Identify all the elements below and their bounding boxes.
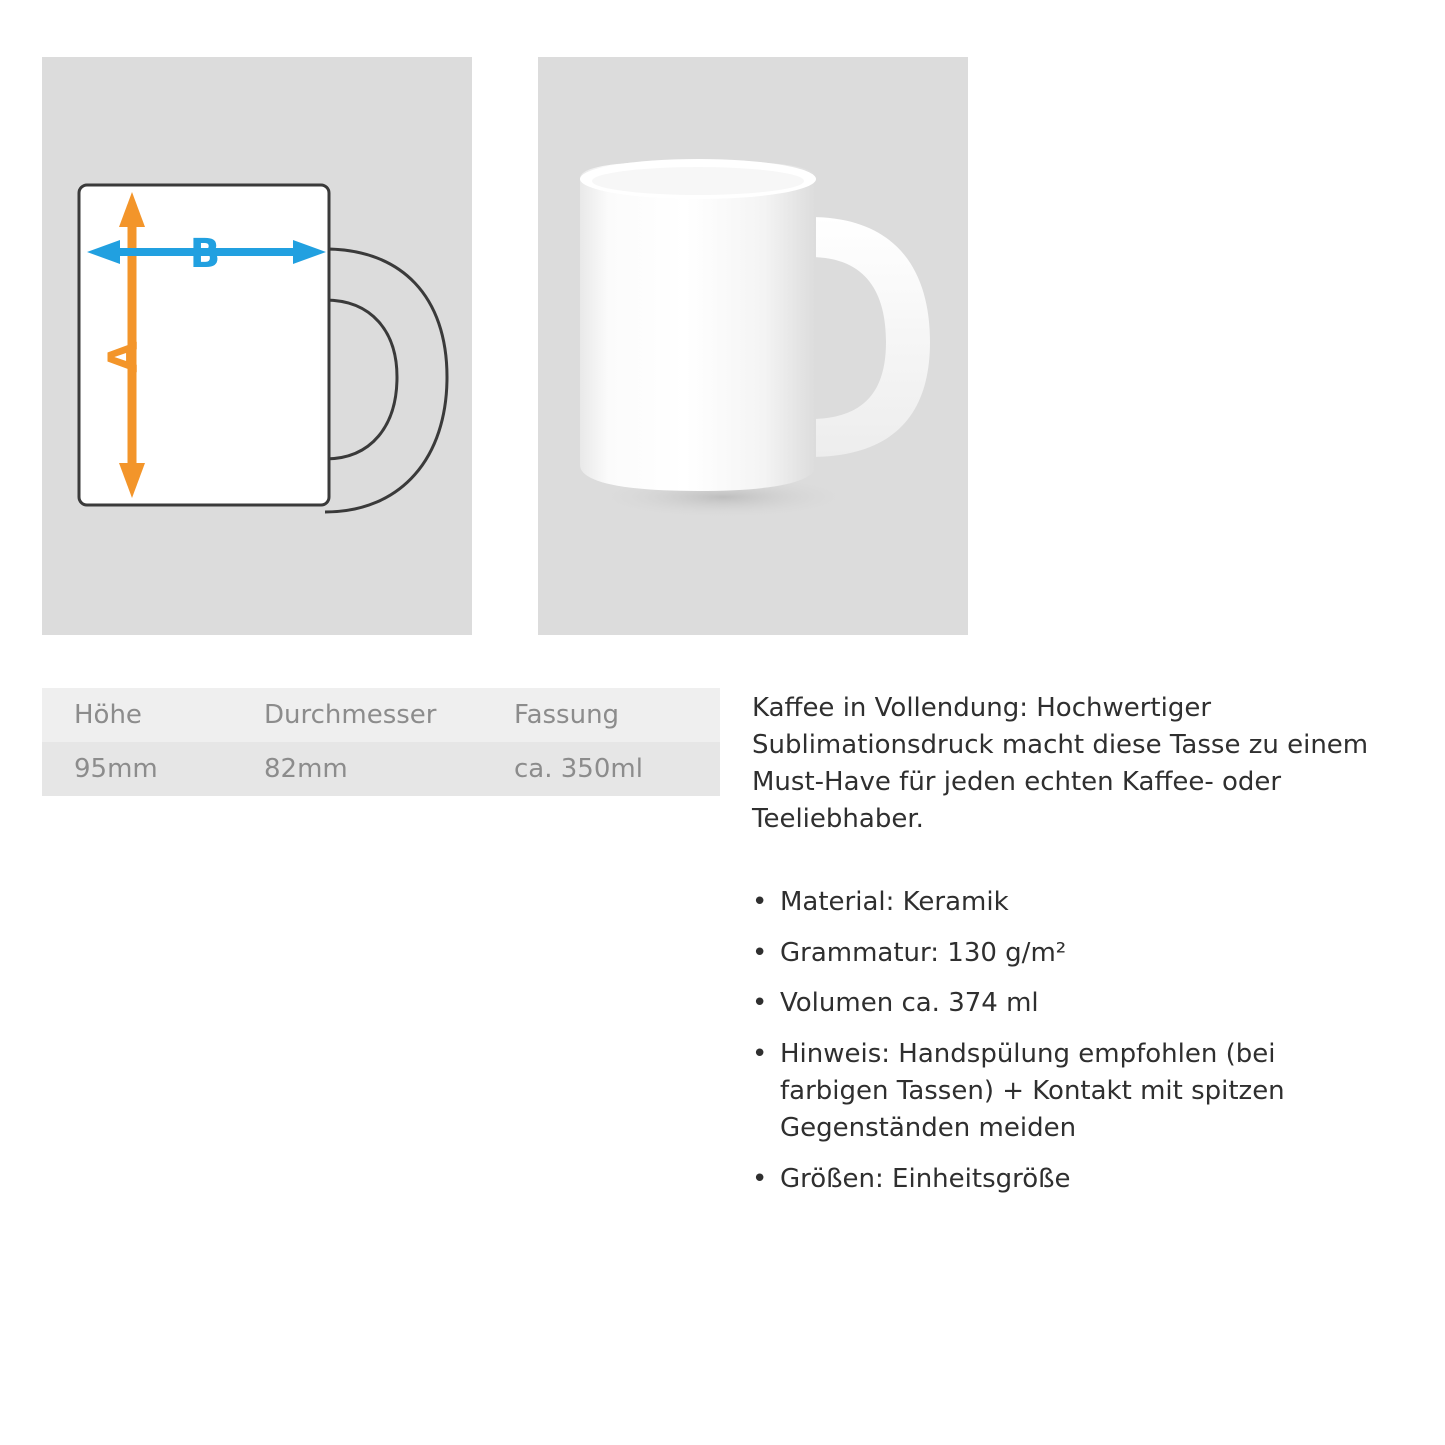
cell-height: 95mm <box>74 754 158 784</box>
mug-dimension-diagram <box>42 57 472 635</box>
dimension-label-a: A <box>101 341 147 373</box>
list-item <box>752 985 1392 1022</box>
feature-material: Material: Keramik <box>780 886 1009 917</box>
column-header-height: Höhe <box>74 700 142 730</box>
bullet-icon: • <box>752 1039 768 1070</box>
description-paragraph: Kaffee in Vollendung: Hochwertiger Sublimationsdruck macht diese Tasse zu einem Must-Have für jeden echten Kaffee- oder Teeliebhaber. <box>752 693 1369 834</box>
list-item <box>752 884 1392 921</box>
feature-care-note: Hinweis: Handspülung empfohlen (bei farbigen Tassen) + Kontakt mit spitzen Gegenständen meiden <box>780 1039 1285 1144</box>
column-header-capacity: Fassung <box>514 700 620 730</box>
feature-sizes: Größen: Einheitsgröße <box>780 1164 1071 1195</box>
table-header-row <box>42 688 720 742</box>
specification-table <box>42 688 720 796</box>
feature-grammage: Grammatur: 130 g/m² <box>780 937 1067 968</box>
cell-diameter: 82mm <box>264 754 348 784</box>
bullet-icon: • <box>752 937 768 968</box>
product-image-panels <box>42 57 968 635</box>
cell-capacity: ca. 350ml <box>514 754 643 784</box>
list-item <box>752 1036 1392 1147</box>
dimension-label-b: B <box>189 231 221 277</box>
mug-dimension-panel <box>42 57 472 635</box>
feature-list <box>752 884 1392 1198</box>
bullet-icon: • <box>752 886 768 917</box>
list-item <box>752 1161 1392 1198</box>
list-item <box>752 935 1392 972</box>
feature-volume: Volumen ca. 374 ml <box>780 988 1039 1019</box>
table-row <box>42 742 720 796</box>
white-mug-illustration <box>538 57 968 635</box>
bullet-icon: • <box>752 988 768 1019</box>
product-description <box>752 690 1392 1212</box>
bullet-icon: • <box>752 1164 768 1195</box>
mug-photo-panel <box>538 57 968 635</box>
column-header-diameter: Durchmesser <box>264 700 437 730</box>
